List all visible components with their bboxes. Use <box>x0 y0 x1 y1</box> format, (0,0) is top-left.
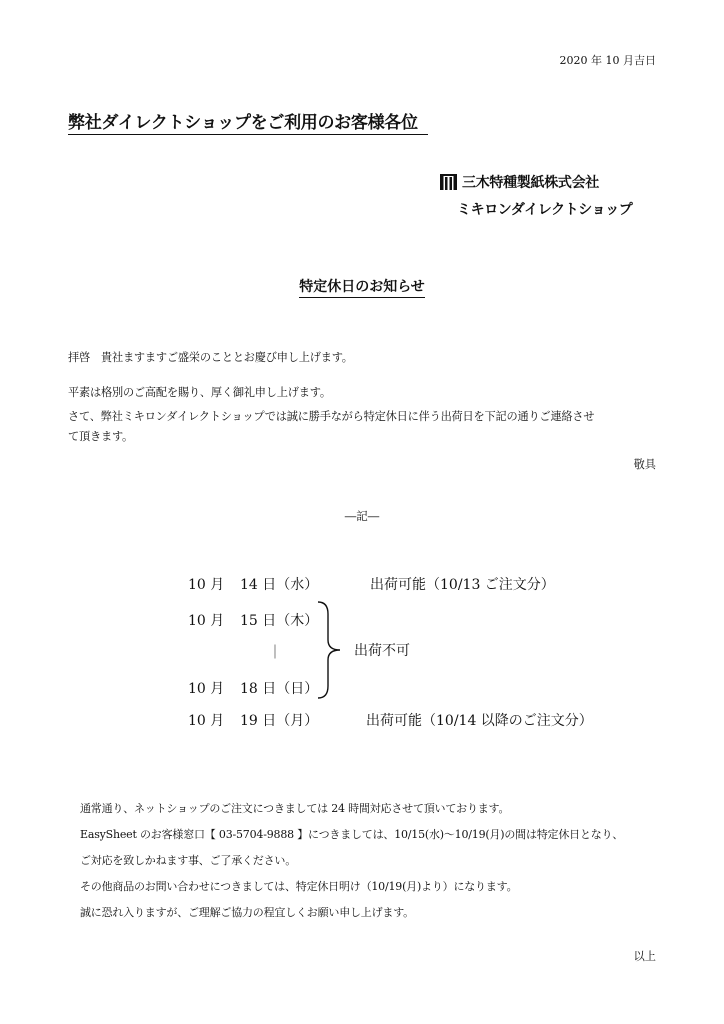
schedule-status: 出荷可能（10/14 以降のご注文分） <box>366 713 593 729</box>
note-line: EasySheet のお客様窓口【 03-5704-9888 】につきましては、10/15(水)～10/19(月)の間は特定休日となり、 <box>80 828 624 841</box>
notice-title-text: 特定休日のお知らせ <box>299 279 425 298</box>
schedule-month: 10 月 <box>188 713 225 729</box>
mikiron-logo-icon <box>440 174 457 190</box>
closing-keigu: 敬具 <box>633 458 656 471</box>
ki-marker: ―記― <box>344 509 380 523</box>
schedule-day: 15 日（木） <box>240 613 319 629</box>
greeting-line: 拝啓 貴社ますますご盛栄のこととお慶び申し上げます。 <box>68 351 353 364</box>
end-marker: 以上 <box>633 950 656 963</box>
note-line: 誠に恐れ入りますが、ご理解ご協力の程宜しくお願い申し上げます。 <box>80 906 414 919</box>
note-line: 通常通り、ネットショップのご注文につきましては 24 時間対応させて頂いております。 <box>80 802 510 815</box>
schedule-month: 10 月 <box>188 577 225 593</box>
shop-name: ミキロンダイレクトショップ <box>457 202 633 218</box>
schedule-day: 19 日（月） <box>240 713 319 729</box>
notice-title <box>0 276 724 296</box>
notice-line-2: て頂きます。 <box>68 430 134 443</box>
range-brace <box>316 600 344 700</box>
company-name: 三木特種製紙株式会社 <box>462 175 599 191</box>
note-line: その他商品のお問い合わせにつきましては、特定休日明け（10/19(月)より）になります。 <box>80 880 518 893</box>
schedule-continuation-mark: ｜ <box>268 645 282 661</box>
schedule-month: 10 月 <box>188 613 225 629</box>
schedule-day: 14 日（水） <box>240 577 319 593</box>
schedule-day: 18 日（日） <box>240 681 319 697</box>
sender-block <box>440 172 632 219</box>
document-date: 2020 年 10 月吉日 <box>559 54 656 67</box>
note-line: ご対応を致しかねます事、ご了承ください。 <box>80 854 296 867</box>
thanks-line: 平素は格別のご高配を賜り、厚く御礼申し上げます。 <box>68 386 331 399</box>
schedule-month: 10 月 <box>188 681 225 697</box>
addressee-heading: 弊社ダイレクトショップをご利用のお客様各位 <box>68 112 428 135</box>
schedule-status: 出荷可能（10/13 ご注文分） <box>370 577 555 593</box>
range-status: 出荷不可 <box>354 643 410 659</box>
notice-line-1: さて、弊社ミキロンダイレクトショップでは誠に勝手ながら特定休日に伴う出荷日を下記の通りご連絡させ <box>68 410 595 423</box>
